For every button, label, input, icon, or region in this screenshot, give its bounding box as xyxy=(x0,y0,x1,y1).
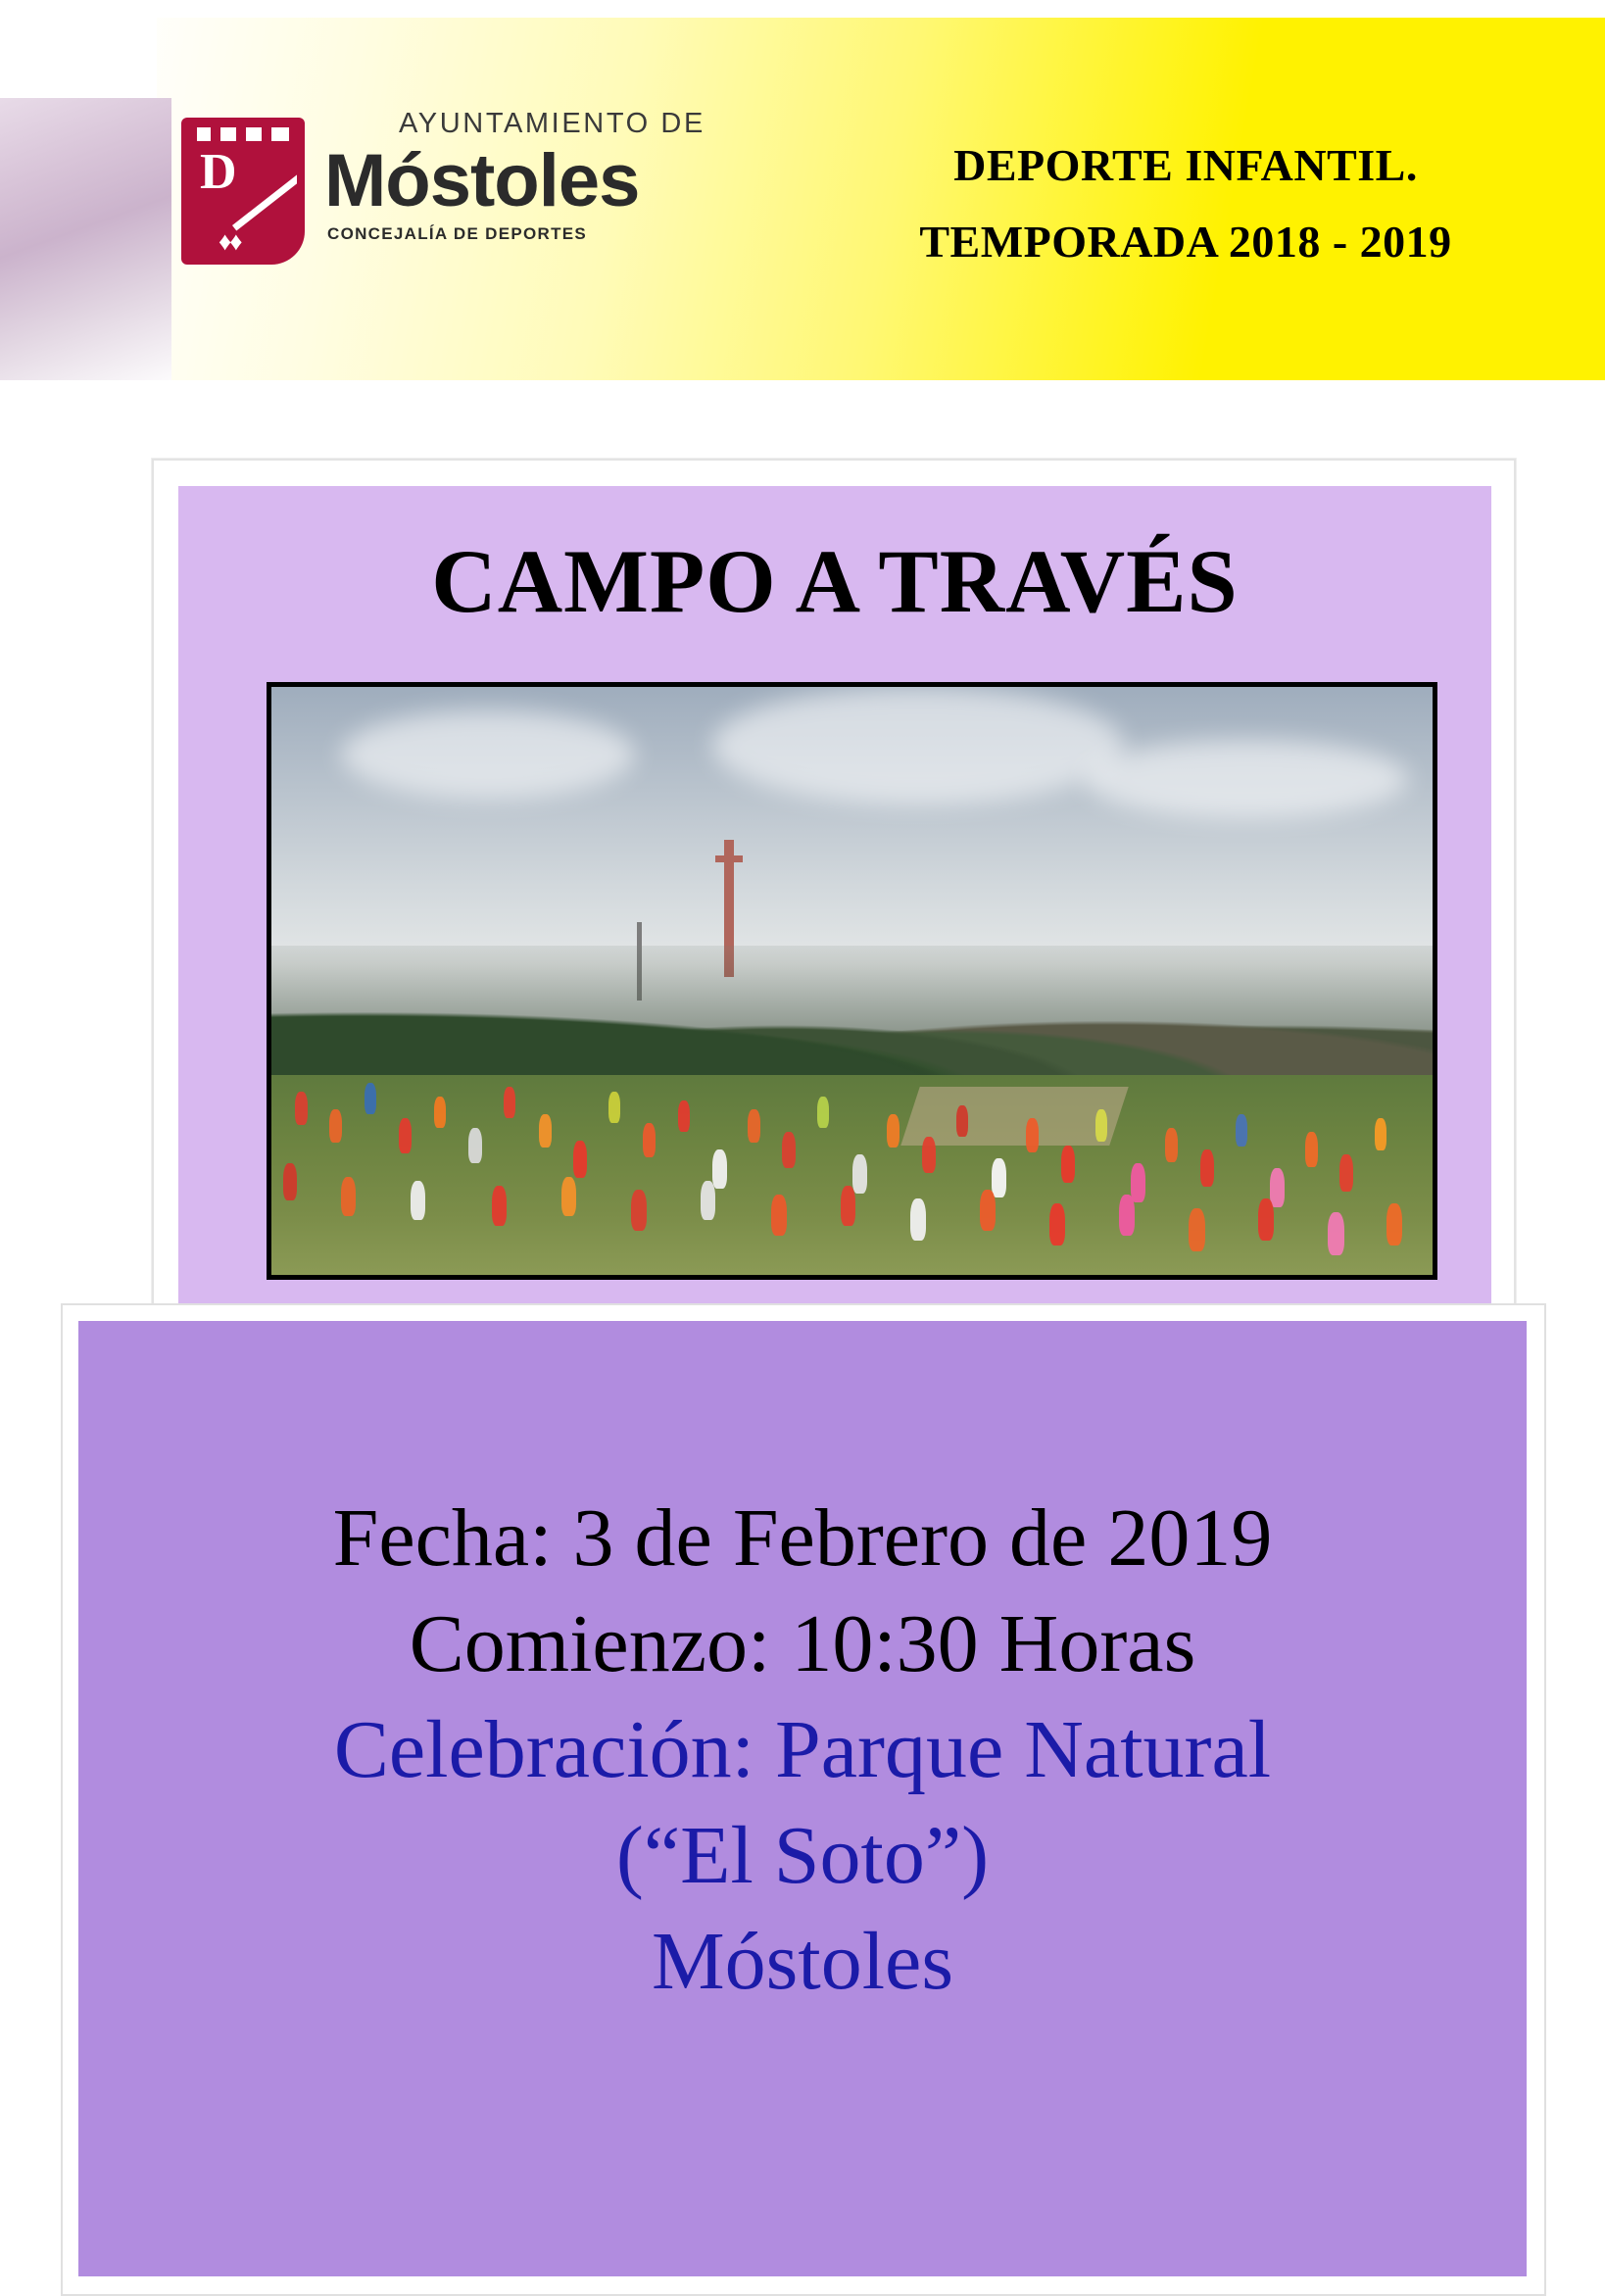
logo-text-block xyxy=(324,108,705,244)
photo-cloud xyxy=(1085,740,1408,818)
shield-letter: D xyxy=(200,144,237,200)
event-details-text xyxy=(78,1486,1527,2015)
event-start-time: Comienzo: 10:30 Horas xyxy=(409,1598,1196,1689)
event-details-panel xyxy=(61,1303,1546,2296)
event-card xyxy=(152,459,1516,1395)
mostoles-logo xyxy=(181,108,808,284)
logo-line-concejalia: CONCEJALÍA DE DEPORTES xyxy=(327,224,588,243)
header-title xyxy=(813,127,1558,280)
shield-slash xyxy=(232,143,297,233)
event-venue-line1: Celebración: Parque Natural xyxy=(333,1704,1272,1795)
photo-cloud xyxy=(712,687,1124,805)
poster-header xyxy=(0,0,1605,392)
event-title: CAMPO A TRAVÉS xyxy=(431,531,1239,631)
header-bottom-spacer xyxy=(0,380,1605,410)
event-photo xyxy=(267,682,1437,1280)
header-title-line1: DEPORTE INFANTIL. xyxy=(953,140,1418,190)
photo-crowd xyxy=(271,1051,1433,1275)
shield-motif-icon: ♦♦ xyxy=(219,227,241,256)
event-venue-line2: (“El Soto”) xyxy=(615,1810,990,1901)
shield-top-bar xyxy=(197,127,289,141)
header-gradient-block xyxy=(0,98,171,392)
header-white-notch xyxy=(0,0,157,98)
header-title-line2: TEMPORADA 2018 - 2019 xyxy=(919,217,1452,267)
logo-line-ayuntamiento: AYUNTAMIENTO DE xyxy=(399,108,705,139)
shield-icon xyxy=(181,118,305,265)
event-venue-city: Móstoles xyxy=(651,1916,954,2007)
photo-cloud xyxy=(341,710,635,799)
event-date: Fecha: 3 de Febrero de 2019 xyxy=(332,1492,1273,1584)
event-card-body xyxy=(178,486,1491,1368)
event-details-body xyxy=(78,1321,1527,2276)
logo-line-mostoles: Móstoles xyxy=(324,139,640,222)
